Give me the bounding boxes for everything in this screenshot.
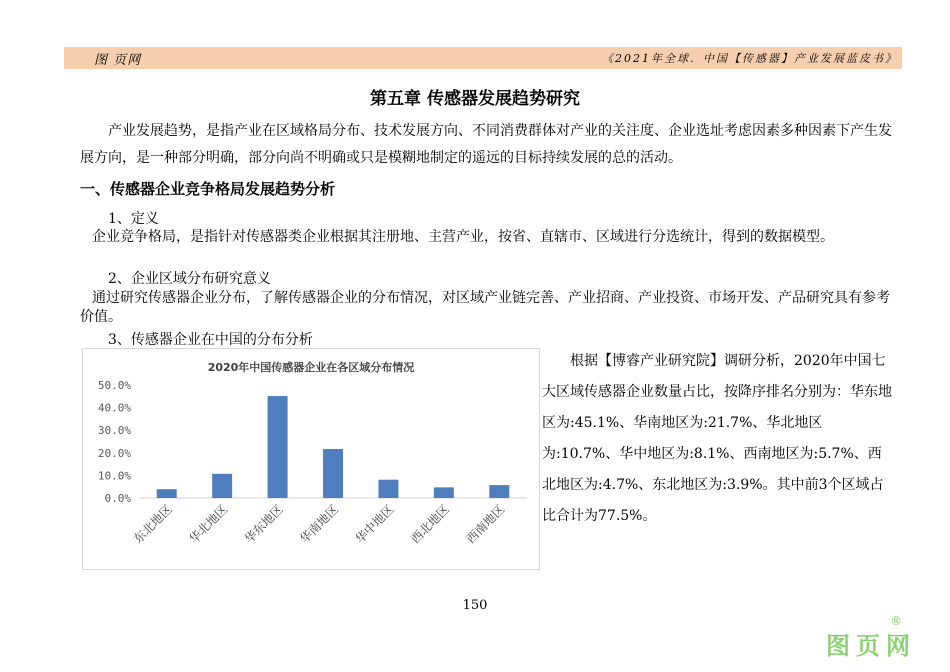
- section-heading: 一、传感器企业竞争格局发展趋势分析: [80, 180, 336, 198]
- bars-group: [157, 396, 510, 498]
- x-tick-label: 东北地区: [130, 502, 175, 547]
- significance-paragraph: 通过研究传感器企业分布，了解传感器企业的分布情况，对区域产业链完善、产业招商、产业投资、市场开发、产品研究具有参考价值。: [80, 290, 890, 325]
- page-number: 150: [462, 598, 488, 613]
- bar: [489, 485, 509, 498]
- y-tick-label: 50.0%: [97, 379, 131, 392]
- subheading-distribution: 3、传感器企业在中国的分布分析: [108, 332, 313, 348]
- header-band: [64, 47, 902, 69]
- y-axis-ticks: [98, 379, 131, 505]
- x-tick-label: 华东地区: [241, 502, 286, 547]
- bar: [157, 489, 177, 498]
- bar: [434, 487, 454, 498]
- x-tick-label: 西北地区: [408, 502, 452, 547]
- site-logo: 图页网: [826, 632, 916, 660]
- chart-title: 2020年中国传感器企业在各区域分布情况: [207, 361, 415, 374]
- subheading-significance: 2、企业区域分布研究意义: [108, 271, 271, 287]
- analysis-paragraph: 根据【博睿产业研究院】调研分析，2020年中国七大区域传感器企业数量占比，按降序排名分别为：华东地区为:45.1%、华南地区为:21.7%、华北地区为:10.7%、华中地区为:8.1%、西南地区为:5.7%、西北地区为:4.7%、东北地区为:3.9%。其中前3个区域占比合计为77.5%。: [542, 353, 892, 524]
- subheading-definition: 1、定义: [108, 211, 159, 227]
- x-tick-label: 西南地区: [463, 502, 508, 547]
- bar: [323, 449, 343, 498]
- region-distribution-chart: [82, 348, 540, 570]
- y-tick-label: 40.0%: [97, 401, 131, 415]
- y-tick-label: 20.0%: [97, 446, 131, 460]
- chart-svg: [83, 349, 539, 569]
- header-book-title: 《2021年全球．中国【传感器】产业发展蓝皮书》: [602, 52, 898, 65]
- header-site-name: 图 页网: [94, 53, 142, 68]
- x-axis-labels: [130, 502, 507, 547]
- registered-mark: ®: [890, 614, 902, 628]
- y-tick-label: 10.0%: [97, 469, 131, 483]
- x-tick-label: 华北地区: [186, 502, 231, 547]
- bar: [378, 480, 398, 498]
- x-tick-label: 华南地区: [297, 502, 342, 547]
- intro-paragraph: 产业发展趋势，是指产业在区域格局分布、技术发展方向、不同消费群体对产业的关注度、企业选址考虑因素多种因素下产生发展方向，是一种部分明确，部分向尚不明确或只是模糊地制定的遥远的目标持续发展的总的活动。: [80, 123, 892, 166]
- y-tick-label: 30.0%: [97, 424, 131, 438]
- y-tick-label: 0.0%: [104, 492, 131, 505]
- x-tick-label: 华中地区: [352, 502, 397, 547]
- bar: [268, 396, 288, 498]
- bar: [212, 474, 232, 498]
- chapter-title: 第五章 传感器发展趋势研究: [370, 89, 580, 109]
- definition-paragraph: 企业竞争格局，是指针对传感器类企业根据其注册地、主营产业，按省、直辖市、区域进行分选统计，得到的数据模型。: [92, 229, 834, 245]
